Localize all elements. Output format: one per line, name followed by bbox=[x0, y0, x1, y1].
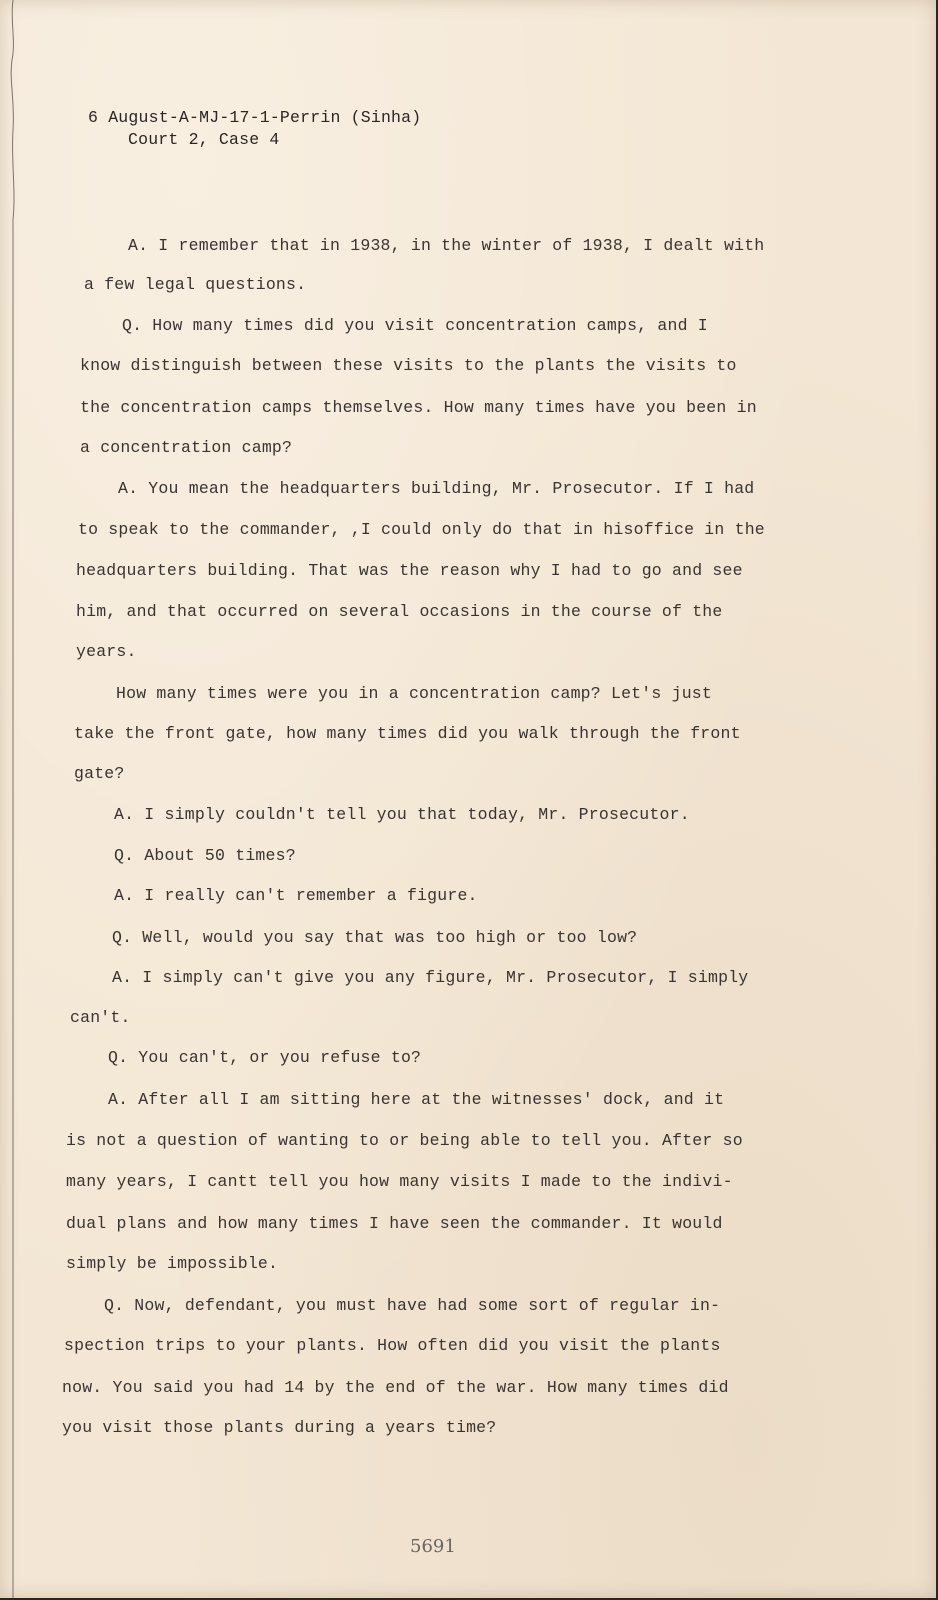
binding-edge-mark bbox=[8, 0, 18, 1600]
text-line: A. I really can't remember a figure. bbox=[114, 886, 478, 905]
text-line: a concentration camp? bbox=[80, 438, 293, 457]
text-line: simply be impossible. bbox=[66, 1254, 279, 1273]
text-line: How many times were you in a concentration camp? Let's just bbox=[116, 684, 712, 703]
text-line: the concentration camps themselves. How many times have you been in bbox=[80, 398, 757, 417]
header-line-1: 6 August-A-MJ-17-1-Perrin (Sinha) bbox=[88, 108, 422, 127]
text-line: a few legal questions. bbox=[84, 275, 307, 294]
text-line: Q. About 50 times? bbox=[114, 846, 296, 865]
page-number: 5691 bbox=[410, 1536, 456, 1557]
text-line: A. After all I am sitting here at the witnesses' dock, and it bbox=[108, 1090, 725, 1109]
text-line: A. I remember that in 1938, in the winter of 1938, I dealt with bbox=[128, 236, 765, 255]
text-line: headquarters building. That was the reason why I had to go and see bbox=[76, 561, 743, 580]
text-line: A. I simply couldn't tell you that today, Mr. Prosecutor. bbox=[114, 805, 690, 824]
text-line: Q. How many times did you visit concentration camps, and I bbox=[122, 316, 708, 335]
text-line: A. You mean the headquarters building, Mr. Prosecutor. If I had bbox=[118, 479, 755, 498]
text-line: is not a question of wanting to or being able to tell you. After so bbox=[66, 1131, 743, 1150]
text-line: you visit those plants during a years time? bbox=[62, 1418, 497, 1437]
text-line: Q. You can't, or you refuse to? bbox=[108, 1048, 422, 1067]
text-line: years. bbox=[76, 642, 137, 661]
text-line: to speak to the commander, ,I could only do that in hisoffice in the bbox=[78, 520, 765, 539]
text-line: take the front gate, how many times did you walk through the front bbox=[74, 724, 741, 743]
text-line: can't. bbox=[70, 1008, 131, 1027]
header-line-2: Court 2, Case 4 bbox=[128, 130, 280, 149]
text-line: Q. Well, would you say that was too high or too low? bbox=[112, 928, 638, 947]
text-line: A. I simply can't give you any figure, Mr. Prosecutor, I simply bbox=[112, 968, 749, 987]
text-line: spection trips to your plants. How often did you visit the plants bbox=[64, 1336, 721, 1355]
text-line: dual plans and how many times I have seen the commander. It would bbox=[66, 1214, 723, 1233]
text-line: know distinguish between these visits to the plants the visits to bbox=[80, 356, 737, 375]
text-line: him, and that occurred on several occasions in the course of the bbox=[76, 602, 723, 621]
text-line: Q. Now, defendant, you must have had some sort of regular in- bbox=[104, 1296, 721, 1315]
text-line: gate? bbox=[74, 764, 125, 783]
text-line: many years, I cantt tell you how many visits I made to the indivi- bbox=[66, 1172, 733, 1191]
text-line: now. You said you had 14 by the end of the war. How many times did bbox=[62, 1378, 729, 1397]
